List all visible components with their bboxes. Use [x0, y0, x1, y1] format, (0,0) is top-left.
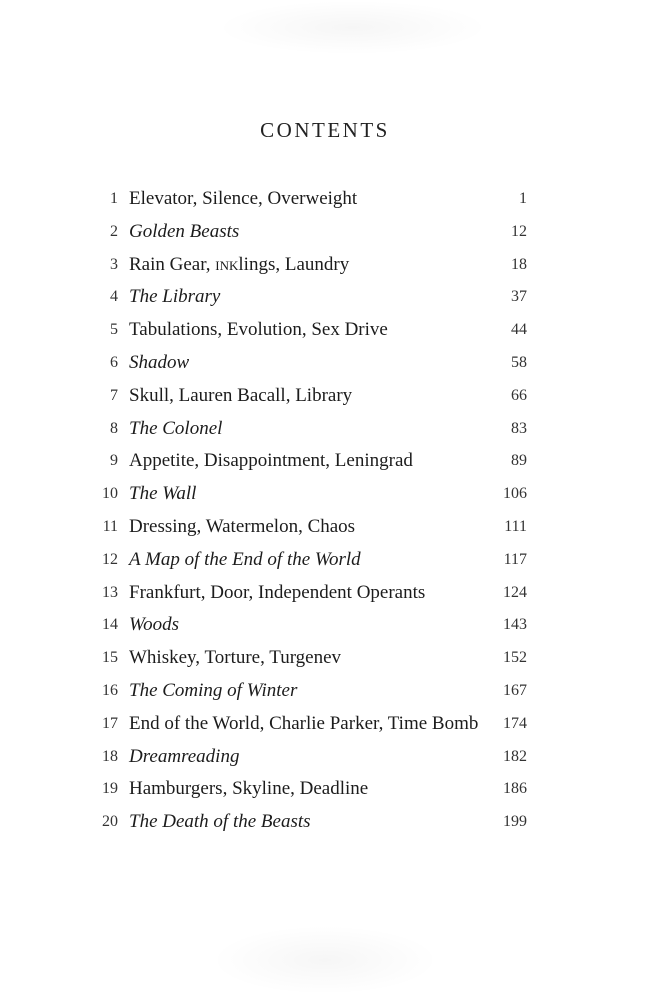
- toc-entry: [80, 806, 530, 839]
- chapter-number: 11: [102, 517, 118, 535]
- page-number: 1: [519, 190, 527, 207]
- chapter-title: Appetite, Disappointment, Leningrad: [129, 450, 413, 472]
- chapter-number: 17: [102, 714, 118, 732]
- toc-entry: [80, 380, 530, 413]
- toc-entry: [80, 183, 530, 216]
- toc-entry: [80, 675, 530, 708]
- chapter-title: Dreamreading: [129, 745, 240, 767]
- scan-shadow-top: [215, 0, 490, 55]
- page-number: 174: [503, 714, 527, 732]
- toc-entry: [80, 741, 530, 774]
- chapter-number: 19: [102, 780, 118, 798]
- page-number: 89: [511, 452, 527, 470]
- chapter-number: 1: [110, 190, 118, 207]
- page-number: 152: [503, 649, 527, 667]
- page-number: 124: [503, 583, 527, 601]
- chapter-number: 5: [110, 321, 118, 339]
- chapter-title: End of the World, Charlie Parker, Time Bomb: [129, 712, 479, 734]
- toc-entry: [80, 249, 530, 282]
- chapter-number: 2: [110, 222, 118, 240]
- chapter-title: The Library: [129, 286, 221, 308]
- chapter-title: Shadow: [129, 351, 190, 373]
- chapter-title: The Colonel: [129, 417, 223, 439]
- toc-entry: [80, 609, 530, 642]
- chapter-title: Woods: [129, 614, 179, 636]
- page-number: 106: [503, 485, 527, 503]
- chapter-number: 13: [102, 583, 118, 601]
- toc-entry: [80, 281, 530, 314]
- chapter-number: 8: [110, 419, 118, 437]
- page-number: 111: [504, 517, 527, 535]
- contents-heading: CONTENTS: [260, 118, 390, 142]
- page-number: 12: [511, 222, 527, 240]
- chapter-title: Whiskey, Torture, Turgenev: [129, 647, 342, 669]
- toc-entry: [80, 478, 530, 511]
- toc-entry: [80, 511, 530, 544]
- chapter-title: Dressing, Watermelon, Chaos: [129, 515, 356, 537]
- toc-entry: [80, 347, 530, 380]
- chapter-number: 15: [102, 649, 118, 667]
- chapter-title: The Wall: [129, 483, 197, 505]
- page-number: 18: [511, 255, 527, 273]
- chapter-title: The Death of the Beasts: [129, 811, 311, 833]
- chapter-title: Rain Gear, inklings, Laundry: [129, 253, 350, 275]
- page-number: 182: [503, 747, 527, 765]
- chapter-title: The Coming of Winter: [129, 679, 298, 701]
- chapter-title: Elevator, Silence, Overweight: [129, 188, 358, 209]
- chapter-title: Golden Beasts: [129, 220, 240, 242]
- page-number: 83: [511, 419, 527, 437]
- page-number: 58: [511, 353, 527, 371]
- chapter-title: Skull, Lauren Bacall, Library: [129, 384, 353, 406]
- chapter-number: 10: [102, 485, 118, 503]
- toc-entry: [80, 445, 530, 478]
- toc-entry: [80, 413, 530, 446]
- chapter-number: 12: [102, 550, 118, 568]
- toc-entry: [80, 577, 530, 610]
- toc-entry: [80, 642, 530, 675]
- page-number: 66: [511, 386, 527, 404]
- chapter-number: 7: [110, 386, 118, 404]
- chapter-number: 20: [102, 813, 118, 831]
- toc-entry: [80, 544, 530, 577]
- toc-entry: [80, 708, 530, 741]
- chapter-number: 6: [110, 353, 118, 371]
- chapter-title: Tabulations, Evolution, Sex Drive: [129, 319, 388, 341]
- chapter-title: Frankfurt, Door, Independent Operants: [129, 581, 426, 603]
- page-number: 117: [503, 550, 527, 568]
- chapter-title: A Map of the End of the World: [129, 548, 361, 570]
- toc-entry: [80, 314, 530, 347]
- scan-shadow-bottom: [210, 925, 440, 995]
- chapter-title: Hamburgers, Skyline, Deadline: [129, 778, 369, 800]
- page-number: 199: [503, 813, 527, 831]
- chapter-number: 3: [110, 255, 118, 273]
- page-number: 143: [503, 616, 527, 634]
- table-of-contents: [80, 183, 530, 839]
- chapter-number: 16: [102, 681, 118, 699]
- chapter-number: 14: [102, 616, 118, 634]
- page-number: 167: [503, 681, 527, 699]
- page-number: 44: [511, 321, 527, 339]
- page-number: 186: [503, 780, 527, 798]
- toc-entry: [80, 773, 530, 806]
- chapter-number: 9: [110, 452, 118, 470]
- page-number: 37: [511, 288, 527, 306]
- toc-entry: [80, 216, 530, 249]
- chapter-number: 18: [102, 747, 118, 765]
- chapter-number: 4: [110, 288, 118, 306]
